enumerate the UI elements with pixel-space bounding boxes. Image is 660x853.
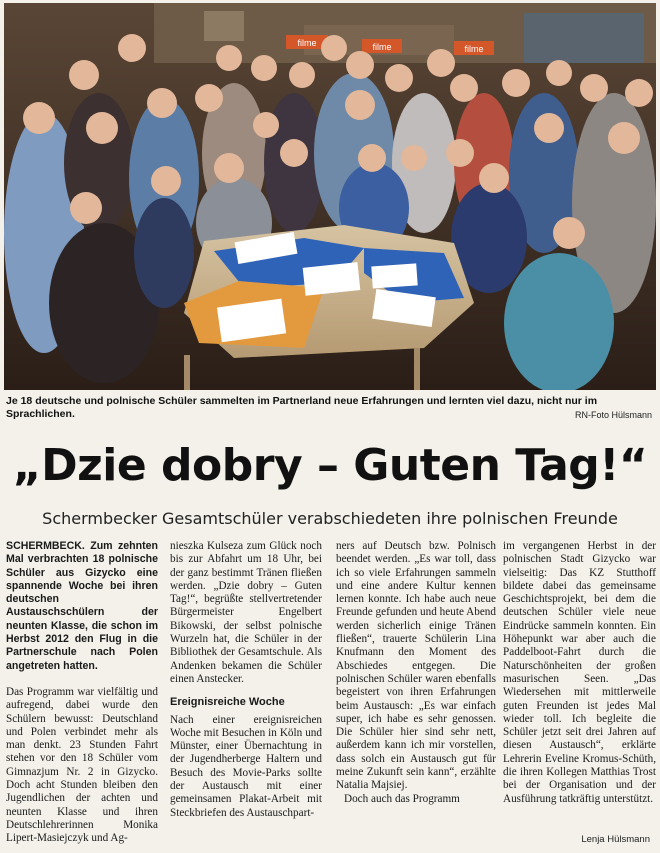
group-photo <box>4 3 656 390</box>
article-paragraph: nieszka Kulseza zum Glück noch bis zur Abfahrt um 18 Uhr, bei der ganz bestimmt Tränen fließen werden. „Dzie dobry – Guten Tag!“, begrüßte stellvertretender Bürgermeister Engelbert Bikowski, der selbst polnische Wurzeln hat, die Schüler in der Bibliothek der Gesamtschule. Als Andenken bekamen die Schüler einen Anstecker. <box>170 540 322 685</box>
article-paragraph: Doch auch das Programm <box>344 792 460 805</box>
article-column-3 <box>336 540 496 806</box>
subheadline: Schermbecker Gesamtschüler verabschiedeten ihre polnischen Freunde <box>42 509 618 528</box>
article-paragraph: Das Programm war vielfältig und aufregend, dabei wurde den Schülern bewusst: Deutschland und Polen verbindet mehr als man denkt. 23 Stunden Fahrt stehen vor den 18 Schüler vom Gimnazjum Nr. 2 in Gizycko. Doch acht Stunden bleiben den Jugendlichen der achten und neunten Klasse und ihren Deutschlehrerinnen Monika Lipert-Masiejczyk und Ag- <box>6 685 158 845</box>
article-paragraph: ners auf Deutsch bzw. Polnisch beendet werden. „Es war toll, dass ich so viele Erfahrungen sammeln und eine andere Kultur kennen lernen konnte. Ich habe auch neue Freunde gefunden und heute Abend werden sicherlich einige Tränen fließen“, trauerte Schülerin Lina Knufmann den Moment des Abschiedes entgegen. Die polnischen Schüler waren ebenfalls begeistert von ihren Erfahrungen beim Austausch: „Es war einfach super, ich habe es sehr genossen. Die Schüler hier sind sehr nett, außerdem kann ich mir vorstellen, dass solch ein Austausch gut für meine Zukunft sein kann“, erzählte Natalia Majsiej. <box>336 540 496 792</box>
svg-text:filme: filme <box>372 42 392 52</box>
svg-text:filme: filme <box>464 44 484 54</box>
article-paragraph: Nach einer ereignisreichen Woche mit Besuchen in Köln und Münster, einer Übernachtung in der Jugendherberge Haltern und Besuch des Movie-Parks sollte der Austausch mit einer gemeinsamen Plakat-Arbeit mit Steckbriefen des Austauschpart- <box>170 713 322 819</box>
article-subheading: Ereignisreiche Woche <box>170 696 285 709</box>
photo-credit: RN-Foto Hülsmann <box>574 410 652 420</box>
svg-text:filme: filme <box>297 38 317 48</box>
article-column-4 <box>503 540 656 806</box>
article-column-2 <box>170 540 322 820</box>
article-paragraph: im vergangenen Herbst in der polnischen Stadt Gizycko war vielseitig: Das KZ Stutthoff bildete dabei das gemeinsame Geschichtsprojekt, bei dem die deutschen Schüler viele neue Eindrücke sammeln konnten. Ein Höhepunkt war aber auch die Paddelboot-Fahrt durch die Naturschönheiten der großen masurischen Seen. „Das Wiedersehen mit mittlerweile guten Freunden ist jedes Mal wieder toll. Ich begleite die Schüler jetzt seit drei Jahren auf diesen Austausch“, erklärte Lehrerin Eveline Kromus-Schüth, die ihren Kollegen Matthias Trost bei der Organisation und der Ausführung tatkräftig unterstützt. <box>503 540 656 805</box>
author-byline: Lenja Hülsmann <box>581 834 650 845</box>
group-photo-illustration <box>4 3 656 390</box>
article-lead: SCHERMBECK. Zum zehnten Mal verbrachten 18 polnische Schüler aus Gizycko eine spannende Woche bei ihren deutschen Austauschschülern der neunten Klasse, die schon im Herbst 2012 den Flug in die Partnerschule nach Polen angetreten hatten. <box>6 540 158 672</box>
photo-caption: Je 18 deutsche und polnische Schüler sammelten im Partnerland neue Erfahrungen und lernten viel dazu, nicht nur im Sprachlichen. <box>6 395 598 420</box>
article-column-1 <box>6 540 158 846</box>
headline: „Dzie dobry – Guten Tag!“ <box>12 440 648 491</box>
